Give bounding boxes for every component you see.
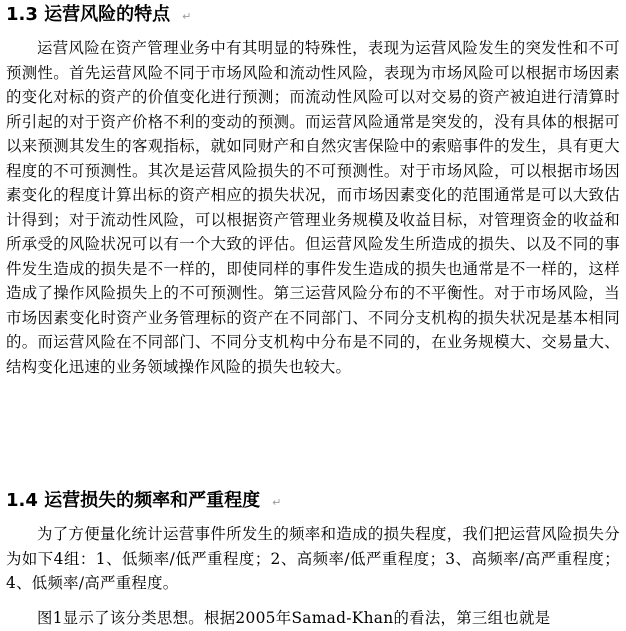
heading-text: 1.4 运营损失的频率和严重程度 bbox=[6, 490, 261, 511]
paragraph-mark-icon: ↵ bbox=[272, 496, 282, 509]
section-paragraph-1-3: 运营风险在资产管理业务中有其明显的特殊性，表现为运营风险发生的突发性和不可预测性。首先运营风险不同于市场风险和流动性风险，表现为市场风险可以根据市场因素的变化对标的资产的价值变化进行预测；而流动性风险可以对交易的资产被迫进行清算时所引起的对于资产价格不利的变动的预测。而运营风险通常是突发的，没有具体的根据可以来预测其发生的客观指标，就如同财产和自然灾害保险中的索赔事件的发生，具有更大程度的不可预测性。其次是运营风险损失的不可预测性。对于市场风险，可以根据市场因素变化的程度计算出标的资产相应的损失状况，而市场因素变化的范围通常是可以大致估计得到；对于流动性风险，可以根据资产管理业务规模及收益目标，对管理资金的收益和所承受的风险状况可以有一个大致的评估。但运营风险发生所造成的损失、以及不同的事件发生造成的损失是不一样的，即使同样的事件发生造成的损失也通常是不一样的，这样造成了操作风险损失上的不可预测性。第三运营风险分布的不平衡性。对于市场风险，当市场因素变化时资产业务管理标的资产在不同部门、不同分支机构的损失状况是基本相同的。而运营风险在不同部门、不同分支机构中分布是不同的，在业务规模大、交易量大、结构变化迅速的业务领域操作风险的损失也较大。 bbox=[6, 39, 620, 376]
paragraph-mark-icon: ↵ bbox=[182, 10, 192, 23]
section-heading-1-3 bbox=[6, 3, 191, 29]
section-paragraph-1-4-continued: 图1显示了该分类思想。根据2005年Samad-Khan的看法，第三组也就是 bbox=[37, 609, 551, 627]
heading-text: 1.3 运营风险的特点 bbox=[6, 4, 171, 25]
section-heading-1-4 bbox=[6, 489, 281, 515]
section-paragraph-1-4: 为了方便量化统计运营事件所发生的频率和造成的损失程度，我们把运营风险损失分为如下4组：1、低频率/低严重程度；2、高频率/低严重程度；3、高频率/高严重程度；4、低频率/高严重程度。 bbox=[6, 525, 620, 592]
